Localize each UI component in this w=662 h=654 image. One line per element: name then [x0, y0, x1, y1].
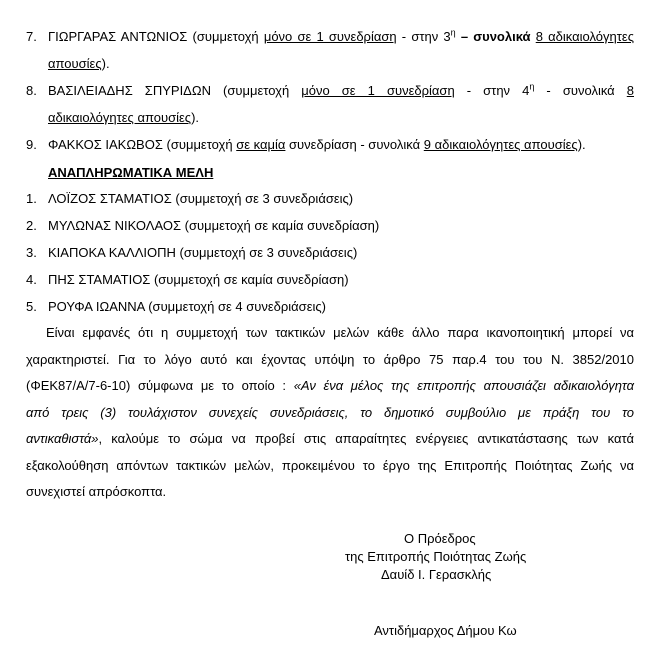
signature-name: Δαυίδ Ι. Γερασκλής	[381, 567, 492, 582]
list-item-alternate: ΜΥΛΩΝΑΣ ΝΙΚΟΛΑΟΣ (συμμετοχή σε καμία συνεδρίαση)	[48, 218, 380, 233]
list-number: 4.	[26, 272, 37, 287]
signature-role: Αντιδήμαρχος Δήμου Κω	[374, 623, 517, 638]
list-number: 2.	[26, 218, 37, 233]
member-name: ΓΙΩΡΓΑΡΑΣ ΑΝΤΩΝΙΟΣ	[48, 29, 188, 44]
list-number: 8.	[26, 83, 37, 98]
list-item-alternate: ΚΙΑΠΟΚΑ ΚΑΛΛΙΟΠΗ (συμμετοχή σε 3 συνεδριάσεις)	[48, 245, 358, 260]
list-number: 9.	[26, 137, 37, 152]
list-number: 5.	[26, 299, 37, 314]
list-item-alternate: ΛΟΪΖΟΣ ΣΤΑΜΑΤΙΟΣ (συμμετοχή σε 3 συνεδριάσεις)	[48, 191, 354, 206]
list-text: ΒΑΣΙΛΕΙΑΔΗΣ ΣΠΥΡΙΔΩΝ (συμμετοχή μόνο σε 1 συνεδρίαση - στην $4^\eta$ - συνολικά 8 αδικαιολόγητες απουσίες).	[48, 81, 634, 125]
list-item-alternate: ΠΗΣ ΣΤΑΜΑΤΙΟΣ (συμμετοχή σε καμία συνεδρίαση)	[48, 272, 349, 287]
signature-committee: της Επιτροπής Ποιότητας Ζωής	[345, 549, 527, 564]
member-name: ΒΑΣΙΛΕΙΑΔΗΣ ΣΠΥΡΙΔΩΝ	[48, 83, 211, 98]
member-name: ΦΑΚΚΟΣ ΙΑΚΩΒΟΣ	[48, 137, 163, 152]
list-item-alternate: ΡΟΥΦΑ ΙΩΑΝΝΑ (συμμετοχή σε 4 συνεδριάσεις)	[48, 299, 326, 314]
list-number: 7.	[26, 29, 37, 44]
list-number: 3.	[26, 245, 37, 260]
list-number: 1.	[26, 191, 37, 206]
list-text: ΓΙΩΡΓΑΡΑΣ ΑΝΤΩΝΙΟΣ (συμμετοχή μόνο σε 1 συνεδρίαση - στην $3^\eta$ – συνολικά 8 αδικαιολόγητες απουσίες).	[48, 27, 634, 71]
section-heading: ΑΝΑΠΛΗΡΩΜΑΤΙΚΑ ΜΕΛΗ	[48, 165, 214, 180]
body-paragraph: Είναι εμφανές ότι η συμμετοχή των τακτικών μελών κάθε άλλο παρα ικανοποιητική μπορεί να χαρακτηριστεί. Για το λόγο αυτό και έχοντας υπόψη το άρθρο 75 παρ.4 του του Ν. 3852/2010 (ΦΕΚ87/Α/7-6-10) σύμφωνα με το οποίο : «Αν ένα μέλος της επιτροπής απουσιάζει αδικαιολόγητα από τρεις (3) τουλάχιστον συνεχείς συνεδριάσεις, το δημοτικό συμβούλιο με πράξη του το αντικαθιστά», καλούμε το σώμα να προβεί στις απαραίτητες ενέργειες αντικατάστασης των κατά εξακολούθηση απόντων τακτικών μελών, προκειμένου το έργο της Επιτροπής Ποιότητας Ζωής να συνεχιστεί απρόσκοπτα.	[26, 325, 635, 499]
signature-title: Ο Πρόεδρος	[404, 531, 476, 546]
list-text: ΦΑΚΚΟΣ ΙΑΚΩΒΟΣ (συμμετοχή σε καμία συνεδρίαση - συνολικά 9 αδικαιολόγητες απουσίες).	[48, 137, 586, 152]
